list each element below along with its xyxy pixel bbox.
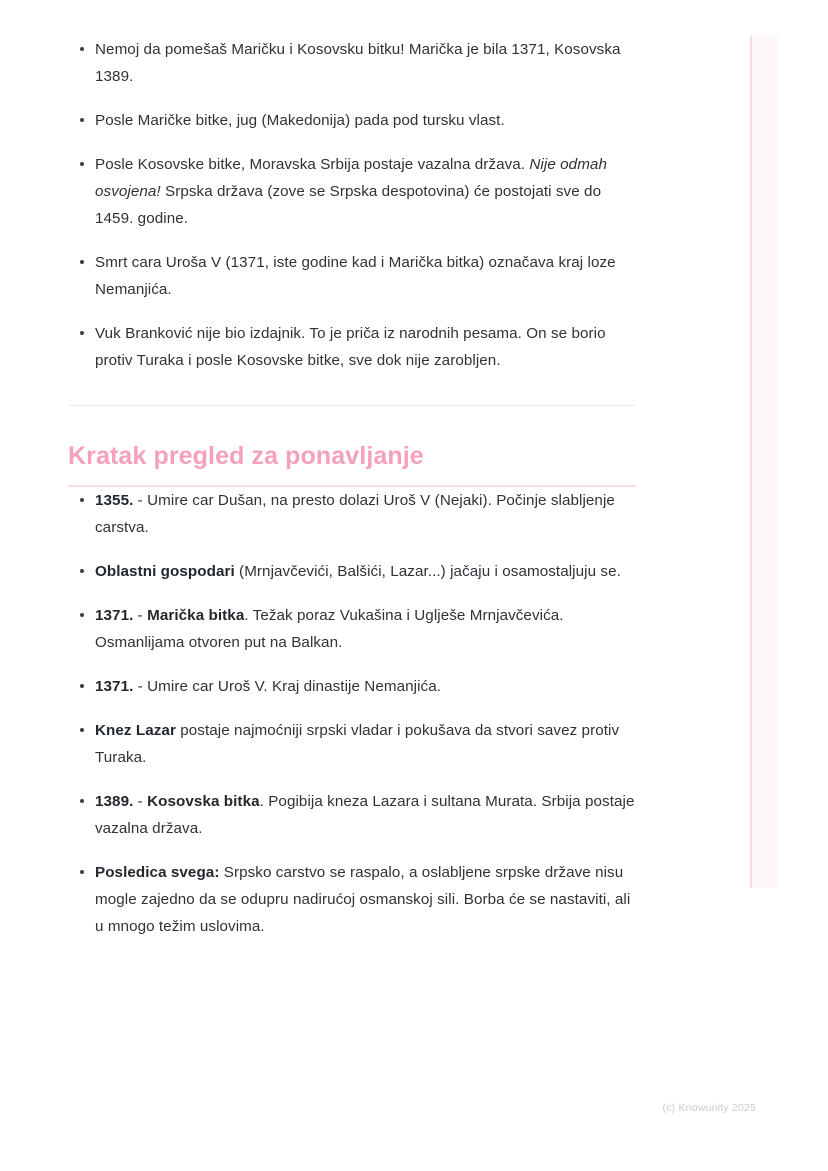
key-fact-text-normal: Nemoj da pomešaš Maričku i Kosovsku bitku! Marička je bila 1371, Kosovska 1389. [95, 41, 621, 85]
key-fact-text-normal: Smrt cara Uroša V (1371, iste godine kad i Marička bitka) označava kraj loze Nemanjića. [95, 254, 616, 298]
key-fact-text-normal: Posle Kosovske bitke, Moravska Srbija postaje vazalna država. [95, 156, 530, 173]
recap-text-normal: - [133, 793, 148, 810]
key-fact-text-italic: Nije odmah osvojena! [95, 156, 607, 200]
key-fact-item [68, 36, 636, 90]
recap-text-bold: Knez Lazar [95, 722, 176, 739]
recap-text-normal: - [133, 607, 148, 624]
key-fact-item [68, 151, 636, 232]
key-fact-text-normal: Posle Maričke bitke, jug (Makedonija) pada pod tursku vlast. [95, 112, 505, 129]
recap-text-bold: 1371. [95, 678, 134, 695]
recap-text-normal: (Mrnjavčevići, Balšići, Lazar...) jačaju i osamostaljuju se. [234, 563, 621, 580]
recap-text-bold: 1371. [95, 607, 134, 624]
recap-item [68, 788, 636, 842]
key-fact-item [68, 107, 636, 134]
recap-timeline-list [68, 487, 636, 940]
recap-item [68, 602, 636, 656]
key-fact-item [68, 249, 636, 303]
recap-text-normal: postaje najmoćniji srpski vladar i pokušava da stvori savez protiv Turaka. [95, 722, 620, 766]
key-facts-list [68, 36, 636, 374]
recap-item [68, 859, 636, 940]
copyright-footer: (c) Knowunity 2025 [662, 1102, 756, 1114]
section-divider [68, 405, 636, 406]
key-fact-text-normal: Srpska država (zove se Srpska despotovina) će postojati sve do 1459. godine. [95, 183, 602, 227]
recap-text-normal: Srpsko carstvo se raspalo, a oslabljene srpske države nisu mogle zajedno da se odupru nadirućoj osmanskoj sili. Borba će se nastaviti, ali u mnogo težim uslovima. [95, 864, 631, 935]
recap-text-bold: Marička bitka [147, 607, 245, 624]
recap-text-bold: 1355. [95, 492, 134, 509]
key-fact-item [68, 320, 636, 374]
recap-text-normal: . Težak poraz Vukašina i Uglješe Mrnjavčevića. Osmanlijama otvoren put na Balkan. [95, 607, 564, 651]
recap-item [68, 673, 636, 700]
recap-text-normal: - Umire car Dušan, na presto dolazi Uroš V (Nejaki). Počinje slabljenje carstva. [95, 492, 615, 536]
page-edge-shadow [752, 36, 778, 888]
key-fact-text-normal: Vuk Branković nije bio izdajnik. To je priča iz narodnih pesama. On se borio protiv Turaka i posle Kosovske bitke, sve dok nije zarobljen. [95, 325, 606, 369]
recap-item [68, 487, 636, 541]
recap-text-bold: Posledica svega: [95, 864, 220, 881]
recap-text-normal: . Pogibija kneza Lazara i sultana Murata. Srbija postaje vazalna država. [95, 793, 635, 837]
recap-item [68, 558, 636, 585]
recap-text-bold: 1389. [95, 793, 134, 810]
recap-text-bold: Kosovska bitka [147, 793, 260, 810]
page-side-rule [750, 36, 752, 888]
recap-item [68, 717, 636, 771]
section-heading: Kratak pregled za ponavljanje [68, 442, 424, 470]
recap-text-bold: Oblastni gospodari [95, 563, 235, 580]
document-content [68, 36, 636, 940]
recap-text-normal: - Umire car Uroš V. Kraj dinastije Nemanjića. [133, 678, 442, 695]
